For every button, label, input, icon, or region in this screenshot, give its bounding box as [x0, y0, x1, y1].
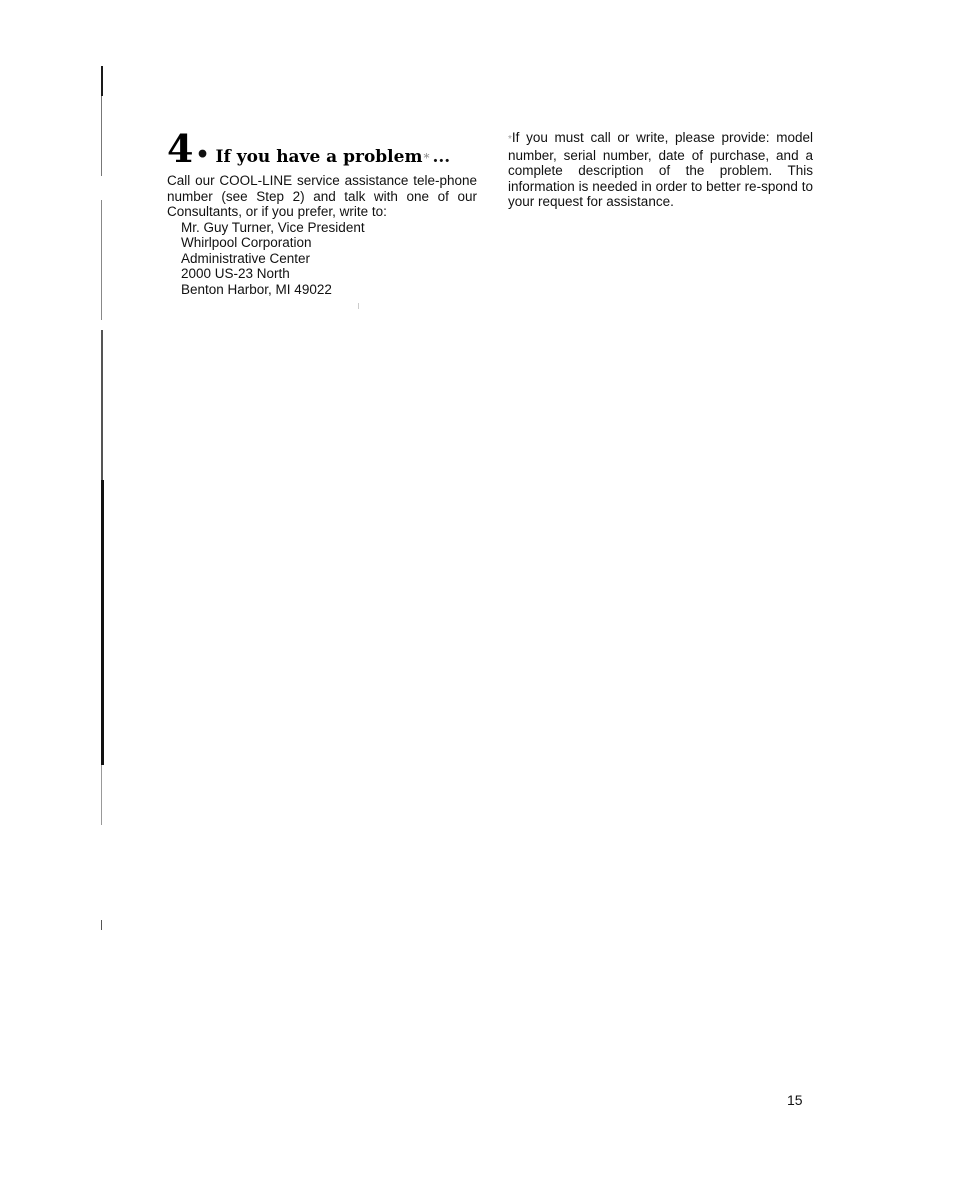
scan-edge-artifact	[101, 765, 102, 825]
address-line: 2000 US-23 North	[181, 266, 290, 281]
scan-edge-artifact	[101, 66, 103, 96]
left-column	[167, 173, 477, 297]
scan-edge-artifact	[101, 920, 102, 930]
page-number: 15	[787, 1092, 803, 1108]
address-line: Benton Harbor, MI 49022	[181, 281, 332, 297]
scan-edge-artifact	[101, 96, 102, 176]
address-line: Administrative Center	[181, 250, 311, 266]
scan-speck	[358, 303, 359, 309]
scan-edge-artifact	[101, 480, 104, 765]
footnote-text: If you must call or write, please provide: model number, serial number, date of purchase, and a complete description of the problem. This information is needed in order to better re-spond to your request for assistance.	[508, 130, 813, 209]
address-line: Whirlpool Corporation	[181, 235, 312, 250]
mailing-address	[167, 220, 477, 298]
scan-edge-artifact	[101, 200, 102, 320]
footnote-mark: *	[423, 151, 430, 165]
title-ellipsis: ...	[432, 147, 451, 167]
address-line: Mr. Guy Turner, Vice President	[181, 219, 365, 235]
step-bullet: •	[195, 142, 210, 168]
right-column	[508, 130, 813, 210]
section-title: If you have a problem	[215, 147, 423, 167]
step-number: 4	[167, 126, 194, 171]
footnote-mark: *	[508, 134, 512, 145]
intro-paragraph: Call our COOL-LINE service assistance tele-phone number (see Step 2) and talk with one of our Consultants, or if you prefer, write to:	[167, 173, 477, 219]
section-heading	[167, 126, 451, 171]
scan-edge-artifact	[101, 330, 103, 480]
